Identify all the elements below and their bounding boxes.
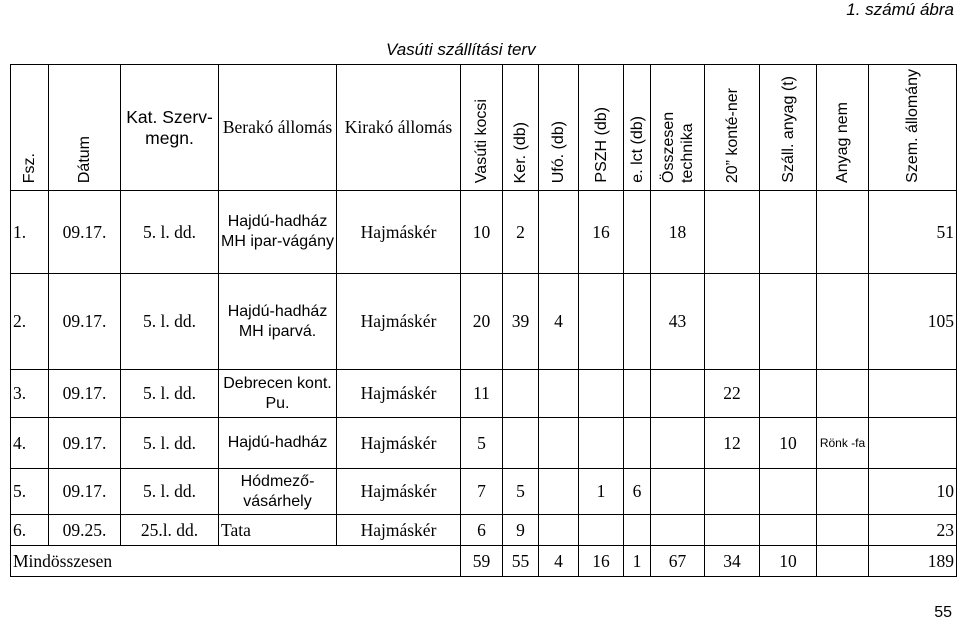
cell-kontener: 22: [705, 370, 760, 418]
cell-kocsi: 10: [461, 191, 503, 274]
cell-kirako: Hajmáskér: [337, 274, 461, 370]
table-row: [11, 469, 957, 515]
cell-szem: 10: [869, 469, 957, 515]
table-row: [11, 191, 957, 274]
cell-fsz: 4.: [11, 418, 49, 469]
cell-kat: 5. l. dd.: [121, 191, 219, 274]
cell-berako: Hajdú-hadház MH iparvá.: [219, 274, 337, 370]
cell-berako: Hódmező-vásárhely: [219, 469, 337, 515]
col-header-fsz: Fsz.: [11, 65, 49, 191]
cell-szem: [869, 418, 957, 469]
cell-kocsi: 7: [461, 469, 503, 515]
total-szem: 189: [869, 546, 957, 577]
cell-ufo: 4: [539, 274, 579, 370]
col-header-szem: Szem. állomány: [869, 65, 957, 191]
cell-ufo: [539, 469, 579, 515]
cell-datum: 09.17.: [49, 418, 121, 469]
col-header-pszh: PSZH (db): [579, 65, 624, 191]
cell-pszh: 16: [579, 191, 624, 274]
cell-kat: 5. l. dd.: [121, 418, 219, 469]
cell-pszh: [579, 515, 624, 546]
cell-kat: 5. l. dd.: [121, 370, 219, 418]
cell-berako: Hajdú-hadház: [219, 418, 337, 469]
cell-szall-anyag: [760, 191, 817, 274]
cell-osszesen: 43: [651, 274, 705, 370]
cell-kontener: 12: [705, 418, 760, 469]
cell-szall-anyag: 10: [760, 418, 817, 469]
cell-kocsi: 11: [461, 370, 503, 418]
cell-szem: 51: [869, 191, 957, 274]
cell-pszh: [579, 418, 624, 469]
col-header-datum: Dátum: [49, 65, 121, 191]
col-header-ufo: Ufó. (db): [539, 65, 579, 191]
cell-ker: [503, 418, 539, 469]
total-kontener: 34: [705, 546, 760, 577]
col-header-kocsi: Vasúti kocsi: [461, 65, 503, 191]
cell-szem: 23: [869, 515, 957, 546]
cell-berako: Debrecen kont. Pu.: [219, 370, 337, 418]
header-row: [11, 65, 957, 191]
cell-ufo: [539, 418, 579, 469]
cell-lct: [624, 515, 651, 546]
cell-kirako: Hajmáskér: [337, 469, 461, 515]
cell-kontener: [705, 191, 760, 274]
cell-pszh: [579, 370, 624, 418]
cell-kat: 5. l. dd.: [121, 274, 219, 370]
cell-datum: 09.17.: [49, 191, 121, 274]
cell-kirako: Hajmáskér: [337, 515, 461, 546]
table-row: [11, 515, 957, 546]
transport-plan-table: [10, 64, 957, 577]
cell-fsz: 1.: [11, 191, 49, 274]
cell-kontener: [705, 515, 760, 546]
total-szall-anyag: 10: [760, 546, 817, 577]
cell-szall-anyag: [760, 469, 817, 515]
cell-osszesen: [651, 469, 705, 515]
cell-anyag-nem: [817, 469, 869, 515]
cell-ufo: [539, 191, 579, 274]
cell-szall-anyag: [760, 274, 817, 370]
cell-szem: [869, 370, 957, 418]
cell-datum: 09.17.: [49, 469, 121, 515]
cell-pszh: [579, 274, 624, 370]
cell-datum: 09.25.: [49, 515, 121, 546]
cell-lct: 6: [624, 469, 651, 515]
col-header-kontener: 20” konté-ner: [705, 65, 760, 191]
cell-kontener: [705, 469, 760, 515]
cell-anyag-nem: [817, 274, 869, 370]
cell-berako: Tata: [219, 515, 337, 546]
cell-ker: [503, 370, 539, 418]
total-ker: 55: [503, 546, 539, 577]
cell-kocsi: 20: [461, 274, 503, 370]
table-row: [11, 370, 957, 418]
cell-ker: 5: [503, 469, 539, 515]
cell-kontener: [705, 274, 760, 370]
cell-ufo: [539, 515, 579, 546]
cell-kirako: Hajmáskér: [337, 191, 461, 274]
total-row: [11, 546, 957, 577]
cell-szall-anyag: [760, 370, 817, 418]
total-label: Mindösszesen: [11, 546, 461, 577]
cell-kat: 5. l. dd.: [121, 469, 219, 515]
col-header-berako: Berakó állomás: [219, 65, 337, 191]
cell-anyag-nem: [817, 370, 869, 418]
cell-fsz: 3.: [11, 370, 49, 418]
cell-datum: 09.17.: [49, 274, 121, 370]
cell-fsz: 5.: [11, 469, 49, 515]
cell-pszh: 1: [579, 469, 624, 515]
cell-ker: 39: [503, 274, 539, 370]
cell-ker: 2: [503, 191, 539, 274]
cell-lct: [624, 370, 651, 418]
total-kocsi: 59: [461, 546, 503, 577]
cell-lct: [624, 418, 651, 469]
total-anyag-nem: [817, 546, 869, 577]
cell-kocsi: 5: [461, 418, 503, 469]
col-header-anyag-nem: Anyag nem: [817, 65, 869, 191]
cell-lct: [624, 191, 651, 274]
cell-anyag-nem: [817, 191, 869, 274]
total-pszh: 16: [579, 546, 624, 577]
total-lct: 1: [624, 546, 651, 577]
cell-kocsi: 6: [461, 515, 503, 546]
cell-kirako: Hajmáskér: [337, 418, 461, 469]
table-row: [11, 418, 957, 469]
col-header-szall-anyag: Száll. anyag (t): [760, 65, 817, 191]
table-row: [11, 274, 957, 370]
col-header-osszesen: Összesen technika: [651, 65, 705, 191]
table-title: Vasúti szállítási terv: [386, 40, 536, 59]
cell-kirako: Hajmáskér: [337, 370, 461, 418]
cell-osszesen: [651, 370, 705, 418]
col-header-ker: Ker. (db): [503, 65, 539, 191]
cell-osszesen: 18: [651, 191, 705, 274]
cell-osszesen: [651, 515, 705, 546]
col-header-lct: e. lct (db): [624, 65, 651, 191]
cell-osszesen: [651, 418, 705, 469]
page-number: 55: [934, 604, 952, 621]
figure-label: 1. számú ábra: [846, 0, 954, 19]
cell-anyag-nem: Rönk -fa: [817, 418, 869, 469]
total-osszesen: 67: [651, 546, 705, 577]
cell-lct: [624, 274, 651, 370]
cell-szem: 105: [869, 274, 957, 370]
cell-anyag-nem: [817, 515, 869, 546]
cell-datum: 09.17.: [49, 370, 121, 418]
cell-szall-anyag: [760, 515, 817, 546]
cell-ufo: [539, 370, 579, 418]
col-header-kirako: Kirakó állomás: [337, 65, 461, 191]
cell-fsz: 2.: [11, 274, 49, 370]
cell-fsz: 6.: [11, 515, 49, 546]
total-ufo: 4: [539, 546, 579, 577]
cell-ker: 9: [503, 515, 539, 546]
col-header-kat: Kat. Szerv-megn.: [121, 65, 219, 191]
cell-berako: Hajdú-hadház MH ipar-vágány: [219, 191, 337, 274]
cell-kat: 25.l. dd.: [121, 515, 219, 546]
